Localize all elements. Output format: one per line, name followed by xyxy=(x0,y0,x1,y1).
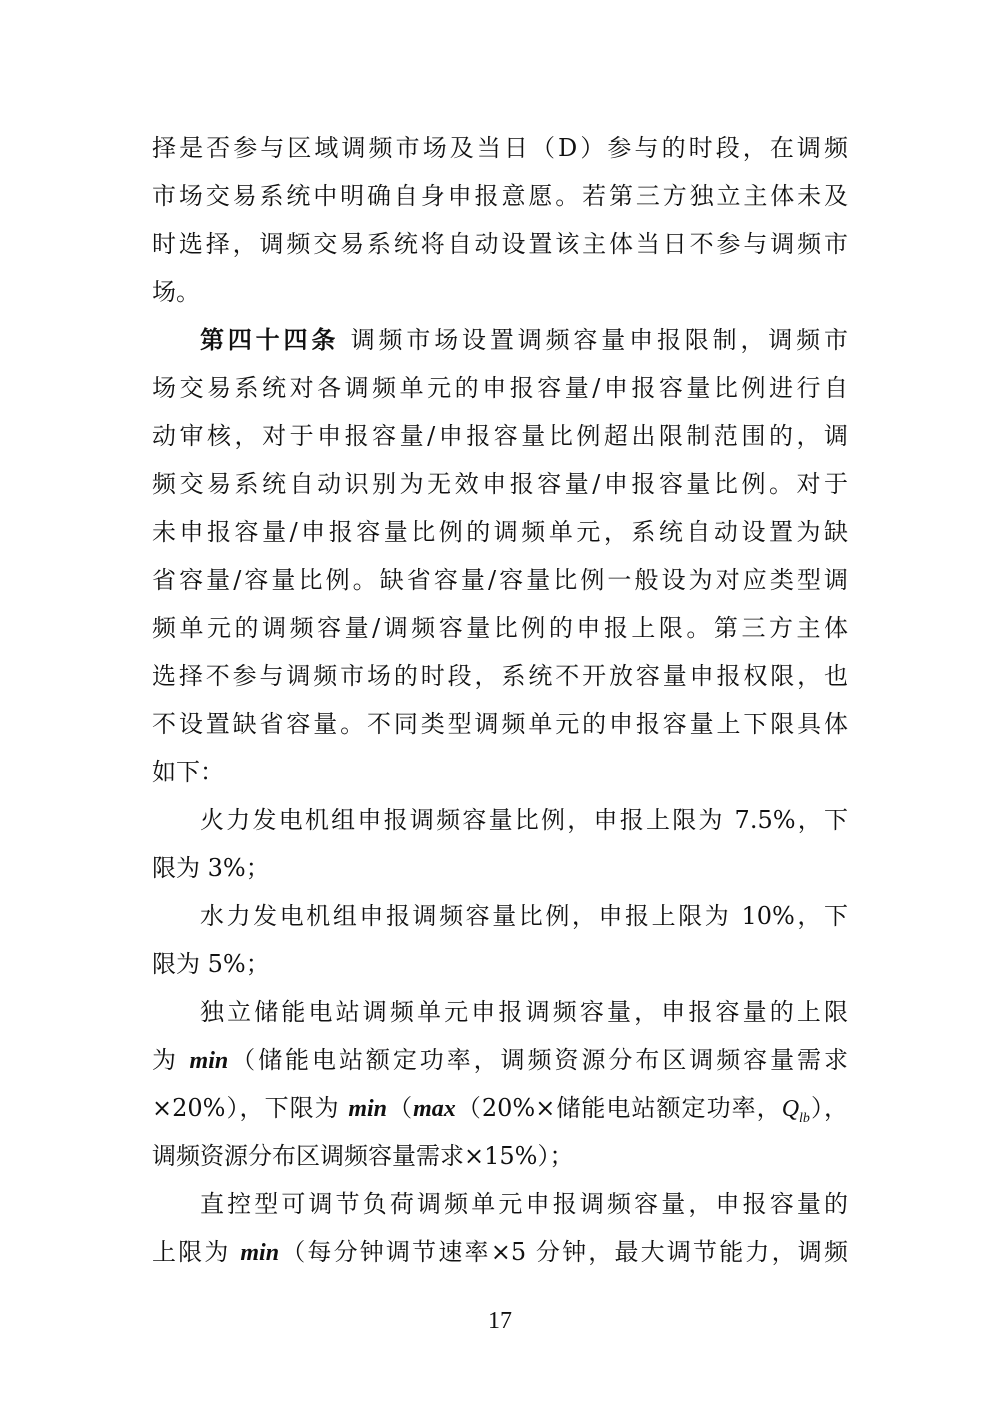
article-heading: 第四十四条 xyxy=(200,325,340,354)
text-line: 省容量/容量比例。缺省容量/容量比例一般设为对应类型调 xyxy=(152,566,848,594)
text-line: 火力发电机组申报调频容量比例，申报上限为 7.5%，下 xyxy=(200,806,848,834)
text-line: 选择不参与调频市场的时段，系统不开放容量申报权限，也 xyxy=(152,662,848,690)
q-symbol: $Q_{lb}$ xyxy=(781,1096,810,1126)
text-line: 频交易系统自动识别为无效申报容量/申报容量比例。对于 xyxy=(152,470,848,498)
text-line: 动审核，对于申报容量/申报容量比例超出限制范围的，调 xyxy=(152,422,848,450)
text-span: （储能电站额定功率，调频资源分布区调频容量需求 xyxy=(228,1046,848,1074)
text-line: 如下： xyxy=(152,758,224,786)
text-line: 未申报容量/申报容量比例的调频单元，系统自动设置为缺 xyxy=(152,518,848,546)
text-span: 为 xyxy=(152,1046,190,1074)
formula-line xyxy=(152,1228,848,1276)
text-span: ×20%），下限为 xyxy=(152,1094,349,1122)
article-44-line xyxy=(200,316,848,364)
page-number: 17 xyxy=(488,1308,512,1334)
text-span: （每分钟调节速率×5 分钟，最大调节能力，调频 xyxy=(279,1238,848,1266)
text-line: 水力发电机组申报调频容量比例，申报上限为 10%，下 xyxy=(200,902,848,930)
article-text: 调频市场设置调频容量申报限制，调频市 xyxy=(339,326,848,354)
text-line: 独立储能电站调频单元申报调频容量，申报容量的上限 xyxy=(200,998,848,1026)
formula-line xyxy=(152,1084,848,1132)
min-function: min xyxy=(189,1048,229,1074)
text-line: 场交易系统对各调频单元的申报容量/申报容量比例进行自 xyxy=(152,374,848,402)
min-function: min xyxy=(240,1240,280,1266)
text-line: 调频资源分布区调频容量需求×15%）； xyxy=(152,1142,574,1170)
text-span: 上限为 xyxy=(152,1238,241,1266)
text-line: 直控型可调节负荷调频单元申报调频容量，申报容量的 xyxy=(200,1190,848,1218)
text-span: ）， xyxy=(809,1094,848,1122)
text-line: 频单元的调频容量/调频容量比例的申报上限。第三方主体 xyxy=(152,614,848,642)
text-line: 市场交易系统中明确自身申报意愿。若第三方独立主体未及 xyxy=(152,182,848,210)
text-line: 限为 3%； xyxy=(152,854,270,882)
min-function: min xyxy=(348,1096,388,1122)
text-line: 场。 xyxy=(152,278,200,306)
text-line: 不设置缺省容量。不同类型调频单元的申报容量上下限具体 xyxy=(152,710,848,738)
text-span: （20%×储能电站额定功率， xyxy=(455,1094,782,1122)
max-function: max xyxy=(413,1096,456,1122)
text-line: 时选择，调频交易系统将自动设置该主体当日不参与调频市 xyxy=(152,230,848,258)
text-span: （ xyxy=(387,1094,414,1122)
formula-line xyxy=(152,1036,848,1084)
text-line: 限为 5%； xyxy=(152,950,270,978)
text-line: 择是否参与区域调频市场及当日（D）参与的时段，在调频 xyxy=(152,134,848,162)
